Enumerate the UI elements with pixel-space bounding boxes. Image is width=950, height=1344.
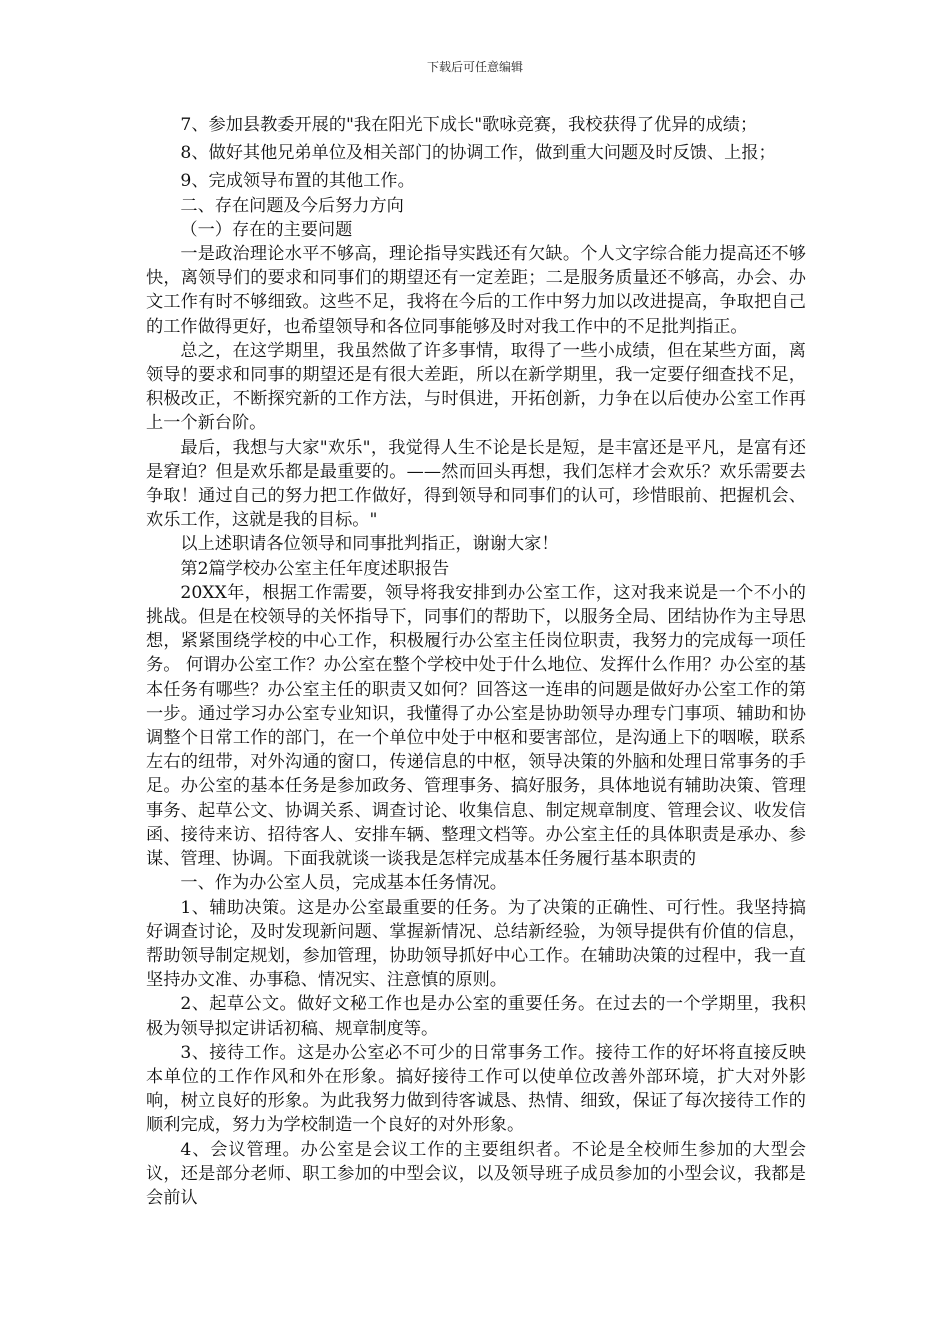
document-body <box>146 113 806 1210</box>
paragraph-task-documents: 2、起草公文。做好文秘工作也是办公室的重要任务。在过去的一个学期里，我积极为领导拟定讲话初稿、规章制度等。 <box>146 994 806 1039</box>
section-heading-problems: 二、存在问题及今后努力方向 <box>180 195 404 216</box>
paragraph-task-meetings: 4、会议管理。办公室是会议工作的主要组织者。不论是全校师生参加的大型会议，还是部分老师、职工参加的中型会议，以及领导班子成员参加的小型会议，我都是会前认 <box>146 1139 806 1208</box>
paragraph-item-7: 7、参加县教委开展的"我在阳光下成长"歌咏竞赛，我校获得了优异的成绩； <box>180 115 758 135</box>
section-heading-basic-tasks: 一、作为办公室人员，完成基本任务情况。 <box>180 873 507 894</box>
paragraph-item-9: 9、完成领导布置的其他工作。 <box>180 171 415 192</box>
subsection-heading-main-problems: （一）存在的主要问题 <box>180 219 353 240</box>
paragraph-item-8: 8、做好其他兄弟单位及相关部门的协调工作，做到重大问题及时反馈、上报； <box>180 143 776 164</box>
page-header: 下载后可任意编辑 <box>426 60 523 74</box>
paragraph-problems: 一是政治理论水平不够高，理论指导实践还有欠缺。个人文字综合能力提高还不够快，离领导们的要求和同事们的期望还有一定差距；二是服务质量还不够高，办会、办文工作有时不够细致。这些不足，我将在今后的工作中努力加以改进提高，争取把自己的工作做得更好，也希望领导和各位同事能够及时对我工作中的不足批判指正。 <box>146 244 806 337</box>
report-title: 第2篇学校办公室主任年度述职报告 <box>180 558 450 579</box>
paragraph-intro: 20XX年，根据工作需要，领导将我安排到办公室工作，这对我来说是一个不小的挑战。但是在校领导的关怀指导下，同事们的帮助下，以服务全局、团结协作为主导思想，紧紧围绕学校的中心工作，积极履行办公室主任岗位职责，我努力的完成每一项任务。 何谓办公室工作？办公室在整个学校中处于什么地位、发挥什么作用？办公室的基本任务有哪些？办公室主任的职责又如何？回答这一连串的问题是做好办公室工作的第一步。通过学习办公室专业知识，我懂得了办公室是协助领导办理专门事项、辅助和协调整个日常工作的部门，在一个单位中处于中枢和要害部位，是沟通上下的咽喉，联系左右的纽带，对外沟通的窗口，传递信息的中枢，领导决策的外脑和处理日常事务的手足。办公室的基本任务是参加政务、管理事务、搞好服务，具体地说有辅助决策、管理事务、起草公文、协调关系、调查讨论、收集信息、制定规章制度、管理会议、收发信函、接待来访、招待客人、安排车辆、整理文档等。办公室主任的具体职责是承办、参谋、管理、协调。下面我就谈一谈我是怎样完成基本任务履行基本职责的 <box>146 582 806 870</box>
paragraph-task-reception: 3、接待工作。这是办公室必不可少的日常事务工作。接待工作的好坏将直接反映本单位的工作作风和外在形象。搞好接待工作可以使单位改善外部环境，扩大对外影响，树立良好的形象。为此我努力做到待客诚恳、热情、细致，保证了每次接待工作的顺利完成，努力为学校制造一个良好的对外形象。 <box>146 1042 806 1136</box>
paragraph-task-decision: 1、辅助决策。这是办公室最重要的任务。为了决策的正确性、可行性。我坚持搞好调查讨论，及时发现新问题、掌握新情况、总结新经验，为领导提供有价值的信息，帮助领导制定规划，参加管理，协助领导抓好中心工作。在辅助决策的过程中，我一直坚持办文准、办事稳、情况实、注意慎的原则。 <box>146 897 806 991</box>
paragraph-closing: 最后，我想与大家"欢乐"，我觉得人生不论是长是短，是丰富还是平凡，是富有还是窘迫？但是欢乐都是最重要的。——然而回头再想，我们怎样才会欢乐？欢乐需要去争取！通过自己的努力把工作做好，得到领导和同事们的认可，珍惜眼前、把握机会、欢乐工作，这就是我的目标。" <box>146 437 806 531</box>
paragraph-summary: 总之，在这学期里，我虽然做了许多事情，取得了一些小成绩，但在某些方面，离领导的要求和同事的期望还是有很大差距，所以在新学期里，我一定要仔细查找不足，积极改正，不断探究新的工作方法，与时俱进，开拓创新，力争在以后使办公室工作再上一个新台阶。 <box>146 340 806 434</box>
paragraph-thanks: 以上述职请各位领导和同事批判指正，谢谢大家！ <box>180 534 559 555</box>
